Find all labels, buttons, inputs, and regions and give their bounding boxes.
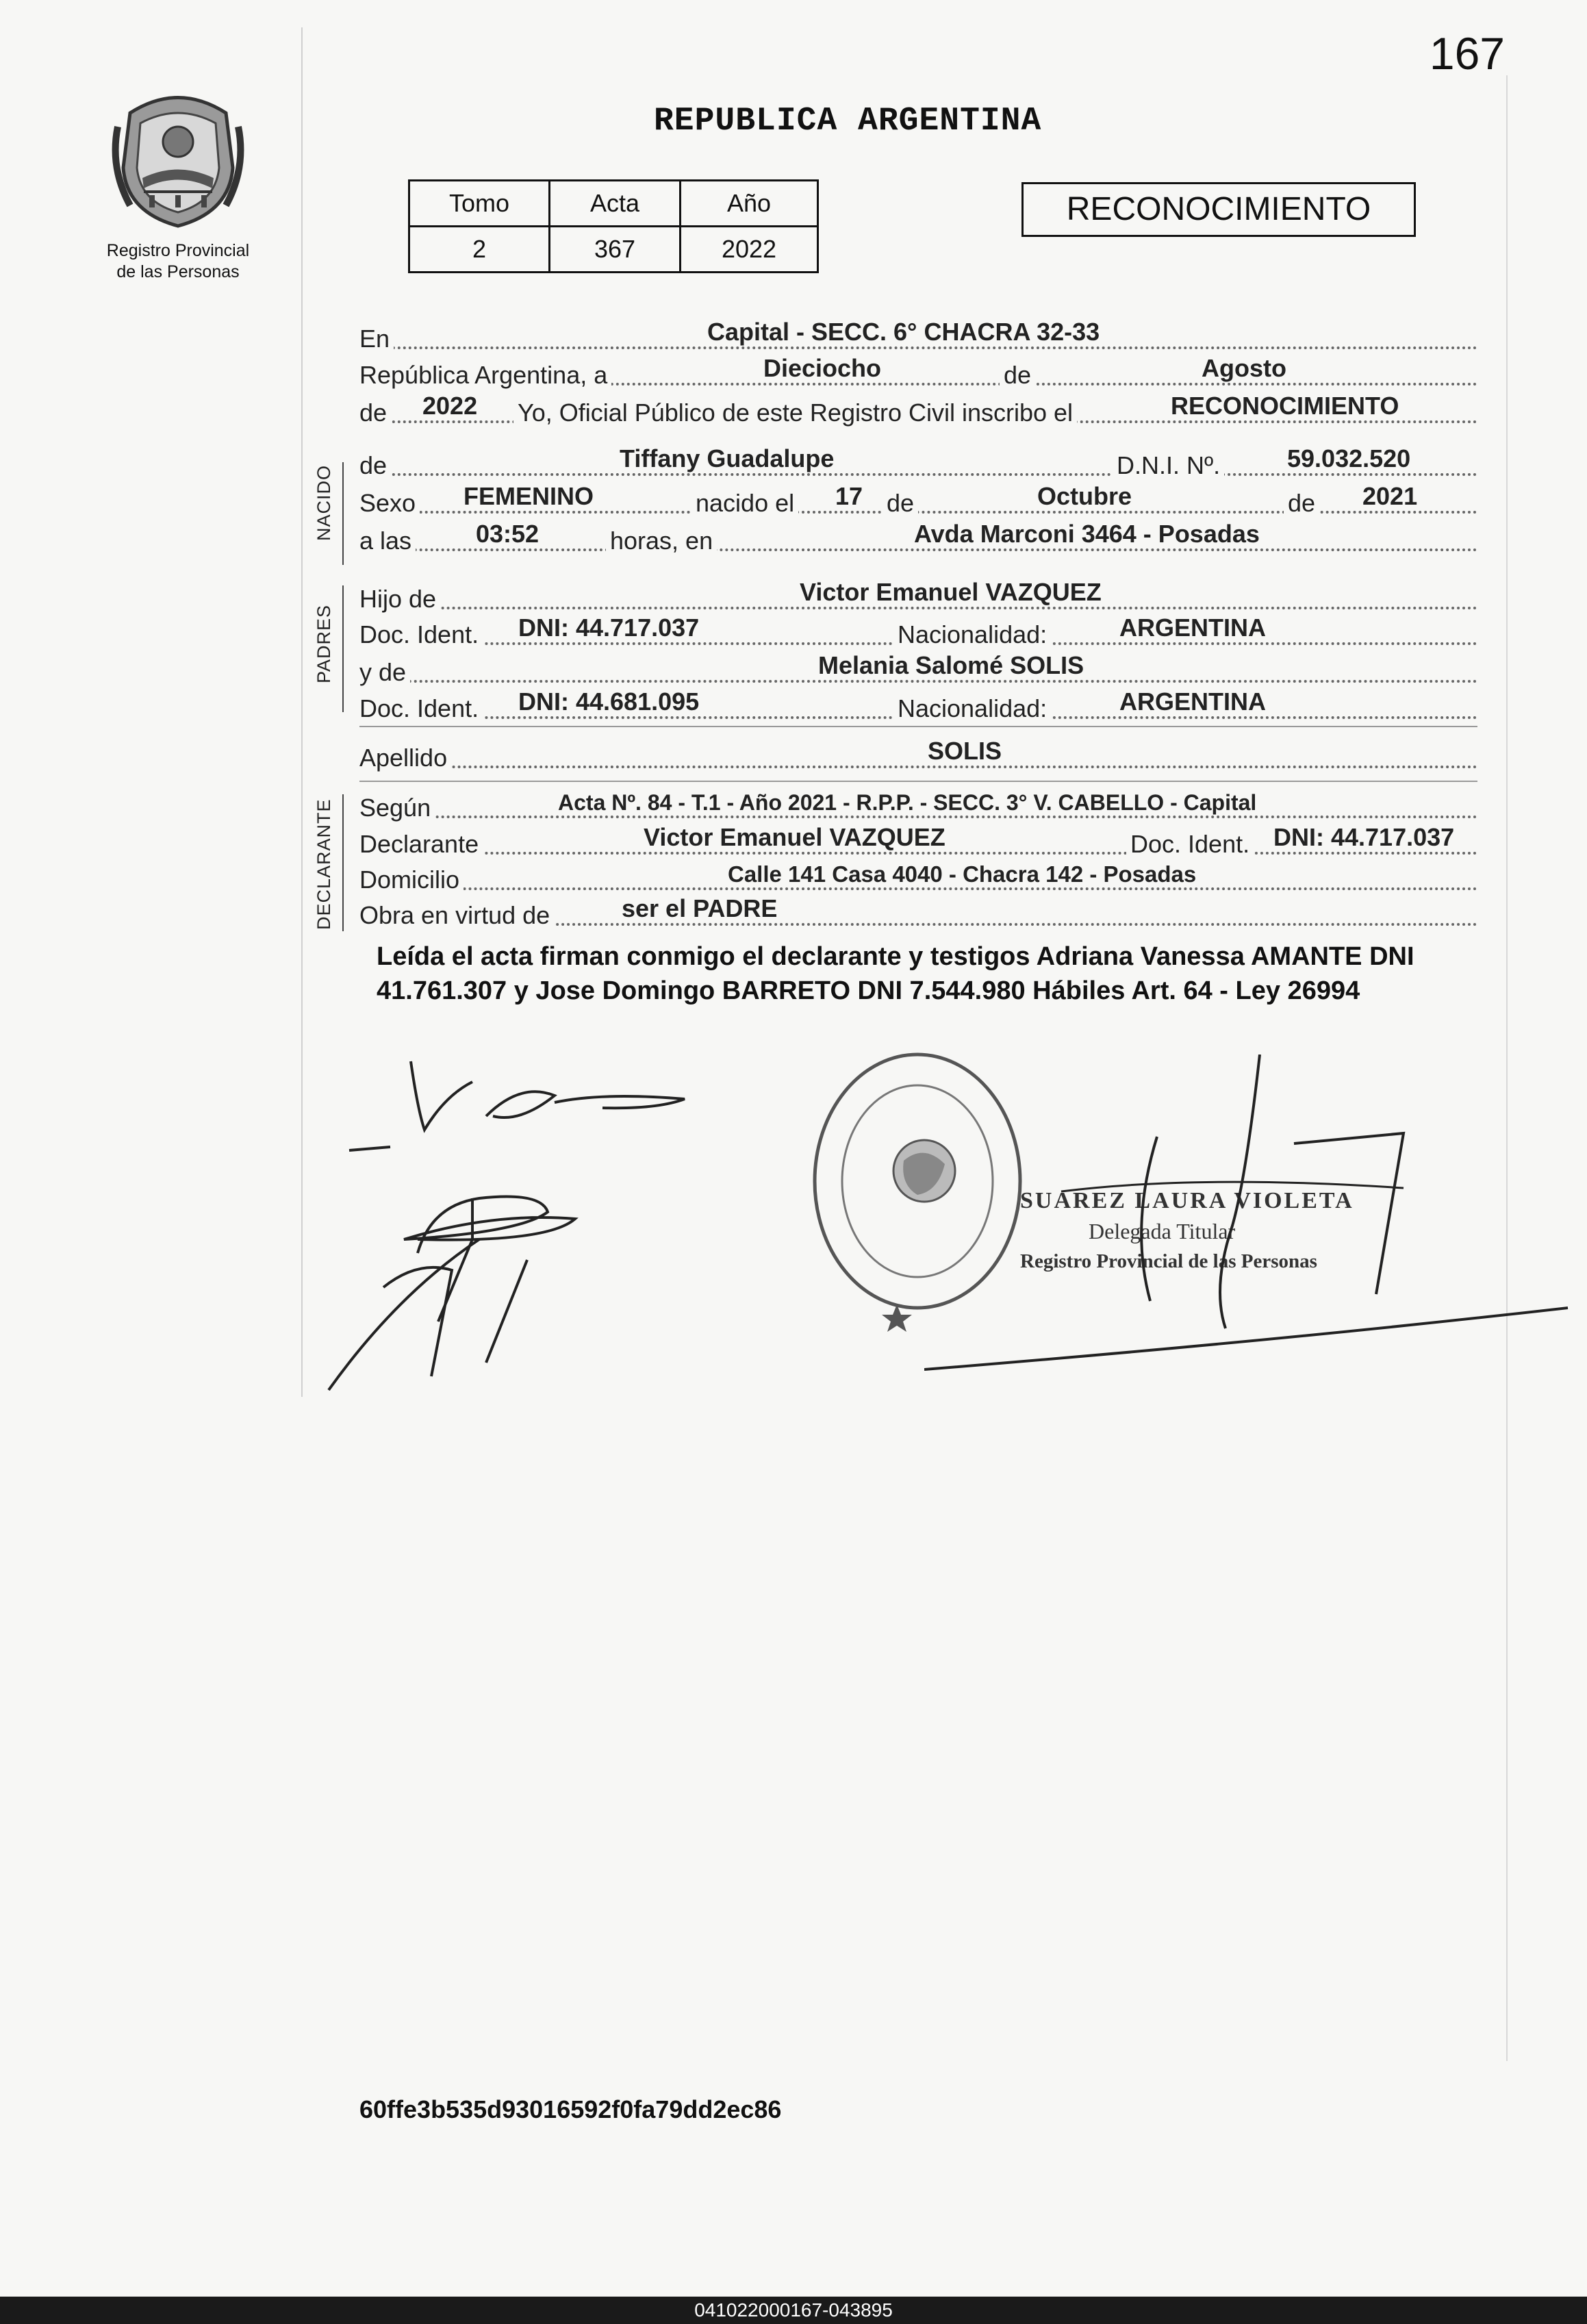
row-father: [359, 578, 1477, 616]
value-place: Capital - SECC. 6° CHACRA 32-33: [707, 318, 1100, 346]
registry-name-line2: de las Personas: [116, 262, 240, 281]
value-child-name: Tiffany Guadalupe: [620, 444, 835, 472]
label-de-year: de: [359, 399, 391, 427]
value-mother-nationality: ARGENTINA: [1119, 687, 1266, 716]
declarante-bracket: [342, 794, 344, 931]
label-de-birth-month: de: [883, 489, 918, 518]
label-yo: Yo, Oficial Público de este Registro Civil inscribo el: [513, 399, 1077, 427]
label-mother-doc: Doc. Ident.: [359, 694, 483, 723]
separator-2: [359, 781, 1477, 782]
header-tomo: Tomo: [409, 181, 550, 227]
value-birth-time: 03:52: [476, 520, 539, 548]
record-type-box: RECONOCIMIENTO: [1021, 182, 1416, 237]
padres-bracket: [342, 585, 344, 712]
label-sexo: Sexo: [359, 489, 420, 518]
record-table: [408, 179, 819, 273]
label-mother-nationality: Nacionalidad:: [893, 694, 1051, 723]
footer-code: 041022000167-043895: [0, 2297, 1587, 2324]
value-declarant-doc: DNI: 44.717.037: [1273, 823, 1455, 851]
margin-line: [301, 27, 303, 1397]
document-hash: 60ffe3b535d93016592f0fa79dd2ec86: [359, 2095, 782, 2123]
value-acta: 367: [550, 227, 681, 273]
label-y-de: y de: [359, 658, 410, 687]
value-sex: FEMENINO: [464, 482, 594, 510]
value-father-nationality: ARGENTINA: [1119, 614, 1266, 642]
stamp-office: Registro Provincial de las Personas: [1020, 1250, 1317, 1272]
value-according-to: Acta Nº. 84 - T.1 - Año 2021 - R.P.P. - SECC. 3° V. CABELLO - Capital: [558, 790, 1257, 815]
nacido-bracket: [342, 462, 344, 565]
value-birth-month: Octubre: [1037, 482, 1132, 510]
row-address: [359, 863, 1477, 897]
row-declarant: [359, 823, 1477, 861]
value-declarant-name: Victor Emanuel VAZQUEZ: [644, 823, 945, 851]
header-acta: Acta: [550, 181, 681, 227]
value-birth-year: 2021: [1362, 482, 1418, 510]
value-act-type: RECONOCIMIENTO: [1171, 392, 1399, 420]
value-anio: 2022: [681, 227, 818, 273]
row-segun: [359, 791, 1477, 825]
label-de-month: de: [1000, 361, 1035, 390]
value-birth-place: Avda Marconi 3464 - Posadas: [914, 520, 1260, 548]
side-label-declarante: DECLARANTE: [314, 798, 334, 930]
misiones-seal-icon: [110, 86, 246, 236]
value-mother-doc: DNI: 44.681.095: [518, 687, 700, 716]
row-mother: [359, 651, 1477, 690]
page-number: 167: [1429, 28, 1505, 79]
value-child-dni: 59.032.520: [1287, 444, 1411, 472]
value-father-doc: DNI: 44.717.037: [518, 614, 700, 642]
label-declarant-doc: Doc. Ident.: [1126, 830, 1254, 859]
side-label-nacido: NACIDO: [314, 464, 334, 541]
row-place: [359, 318, 1477, 356]
label-de-birth-year: de: [1284, 489, 1319, 518]
value-address: Calle 141 Casa 4040 - Chacra 142 - Posadas: [728, 861, 1197, 887]
row-by-virtue: [359, 894, 1477, 933]
value-tomo: 2: [409, 227, 550, 273]
closing-statement: Leída el acta firman conmigo el declarante y testigos Adriana Vanessa AMANTE DNI 41.761.307 y Jose Domingo BARRETO DNI 7.544.980 Hábiles Art. 64 - Ley 26994: [377, 942, 1414, 1005]
declarant-signatures: [315, 1034, 739, 1404]
value-birth-day: 17: [835, 482, 863, 510]
header-anio: Año: [681, 181, 818, 227]
value-month: Agosto: [1202, 354, 1286, 382]
row-sex: [359, 482, 1477, 520]
label-father-nationality: Nacionalidad:: [893, 620, 1051, 649]
row-year: [359, 392, 1477, 430]
label-horas-en: horas, en: [606, 527, 717, 555]
value-father-name: Victor Emanuel VAZQUEZ: [800, 578, 1102, 606]
label-nacido-el: nacido el: [691, 489, 798, 518]
stamp-role: Delegada Titular: [1089, 1219, 1236, 1243]
value-surname: SOLIS: [928, 737, 1002, 765]
label-hijo-de: Hijo de: [359, 585, 440, 614]
label-father-doc: Doc. Ident.: [359, 620, 483, 649]
value-by-virtue: ser el PADRE: [622, 894, 778, 922]
value-day: Dieciocho: [763, 354, 882, 382]
label-a-las: a las: [359, 527, 416, 555]
label-republica: República Argentina, a: [359, 361, 611, 390]
label-apellido: Apellido: [359, 744, 451, 772]
side-label-padres: PADRES: [314, 604, 334, 683]
separator: [359, 726, 1477, 727]
label-en: En: [359, 325, 394, 353]
label-domicilio: Domicilio: [359, 866, 464, 894]
row-time: [359, 520, 1477, 558]
label-de-child: de: [359, 451, 391, 480]
label-declarante: Declarante: [359, 830, 483, 859]
label-obra: Obra en virtud de: [359, 901, 554, 930]
stamp-official-name: SUAREZ LAURA VIOLETA: [1020, 1188, 1354, 1213]
row-date: [359, 354, 1477, 392]
value-mother-name: Melania Salomé SOLIS: [818, 651, 1084, 679]
row-mother-doc: [359, 687, 1477, 726]
registry-name-line1: Registro Provincial: [106, 241, 250, 260]
document-title: REPUBLICA ARGENTINA: [654, 103, 1042, 140]
label-dni-no: D.N.I. Nº.: [1113, 451, 1224, 480]
row-surname: [359, 737, 1477, 775]
row-child: [359, 444, 1477, 483]
provincial-logo: [103, 86, 253, 283]
label-segun: Según: [359, 794, 435, 822]
officer-signature: [924, 1054, 1582, 1383]
value-year: 2022: [422, 392, 478, 420]
row-father-doc: [359, 614, 1477, 652]
